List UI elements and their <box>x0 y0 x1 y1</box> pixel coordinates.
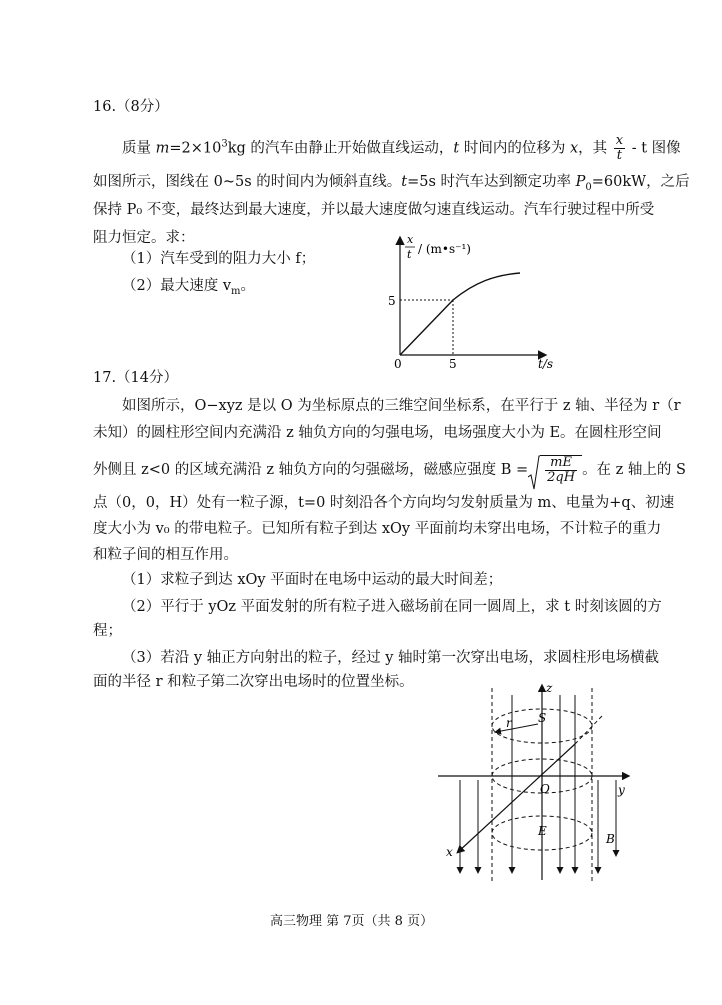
q16-xt-graph <box>385 230 575 370</box>
q17-header: 17.（14分） <box>93 370 179 386</box>
label-x: x <box>446 845 453 859</box>
label-E: E <box>538 824 547 838</box>
label-z: z <box>546 681 553 695</box>
x-axis-dashed <box>575 716 602 744</box>
xt-curve <box>400 273 520 355</box>
q17-sub2a: （2）平行于 yOz 平面发射的所有粒子进入磁场前在同一圆周上，求 t 时刻该圆的方 <box>122 599 662 615</box>
q16-line3: 保持 P₀ 不变，最终达到最大速度，并以最大速度做匀速直线运动。汽车行驶过程中所受 <box>93 202 655 218</box>
q16-line2: 如图所示，图线在 0~5s 的时间内为倾斜直线。t=5s 时汽车达到额定功率 $P_0=60kW$，之后 <box>93 174 690 193</box>
q17-line6: 和粒子间的相互作用。 <box>93 547 238 563</box>
y-frac-den: t <box>407 248 412 261</box>
q17-line4: 点（0，0，H）处有一粒子源，t=0 时刻沿各个方向均匀发射质量为 m、电量为+q、初速 <box>93 495 675 511</box>
y-unit: / (m•s⁻¹) <box>418 242 471 256</box>
q17-sub3b: 面的半径 r 和粒子第二次穿出电场时的位置坐标。 <box>93 674 414 690</box>
q17-line5: 度大小为 v₀ 的带电粒子。已知所有粒子到达 xOy 平面前均未穿出电场，不计粒子的重力 <box>93 521 662 537</box>
q16-item2: （2）最大速度 $v_m$。 <box>122 278 256 297</box>
q16-header: 16.（8分） <box>93 99 169 115</box>
x-axis <box>458 744 575 852</box>
label-B: B <box>606 832 615 846</box>
radius-arrow <box>496 724 538 732</box>
q17-line1: 如图所示，O−xyz 是以 O 为坐标原点的三维空间坐标系，在平行于 z 轴、半径为 r（r <box>122 398 681 414</box>
q17-3d-figure <box>430 680 640 890</box>
q17-sub2b: 程； <box>93 623 122 639</box>
q17-line3: 外侧且 z<0 的区域充满沿 z 轴负方向的匀强磁场，磁感应强度 B = $\frac{mE}{2qH}$ 。在 z 轴上的 S <box>93 455 686 485</box>
y-tick-5: 5 <box>388 294 396 308</box>
q16-item1: （1）汽车受到的阻力大小 f； <box>122 251 316 267</box>
q16-line4: 阻力恒定。求： <box>93 230 195 246</box>
x-tick-5: 5 <box>449 357 457 370</box>
q17-sub3a: （3）若沿 y 轴正方向射出的粒子，经过 y 轴时第一次穿出电场，求圆柱形电场横截 <box>122 650 660 666</box>
label-O: O <box>540 782 550 796</box>
label-S: S <box>538 711 547 725</box>
y-frac-num: x <box>407 233 414 246</box>
sqrt-expression: $\frac{mE}{2qH}$ <box>528 455 582 485</box>
q17-sub1: （1）求粒子到达 xOy 平面时在电场中运动的最大时间差； <box>122 572 503 588</box>
page-footer: 高三物理 第 7页（共 8 页） <box>270 914 434 929</box>
label-y: y <box>618 783 625 797</box>
q17-line2: 未知）的圆柱形空间内充满沿 z 轴负方向的匀强电场，电场强度大小为 E。在圆柱形空间 <box>93 425 662 441</box>
x-axis-label: t/s <box>538 357 554 370</box>
origin-label: 0 <box>394 357 402 370</box>
label-r: r <box>506 716 512 730</box>
q16-xt-fraction: $\frac{x}{t}$ <box>615 133 624 163</box>
q16-line1: 质量 $m=2\times 10^3kg$ 的汽车由静止开始做直线运动，t 时间内的位移为 x，其 $\frac{x}{t}$ - t 图像 <box>122 133 681 163</box>
